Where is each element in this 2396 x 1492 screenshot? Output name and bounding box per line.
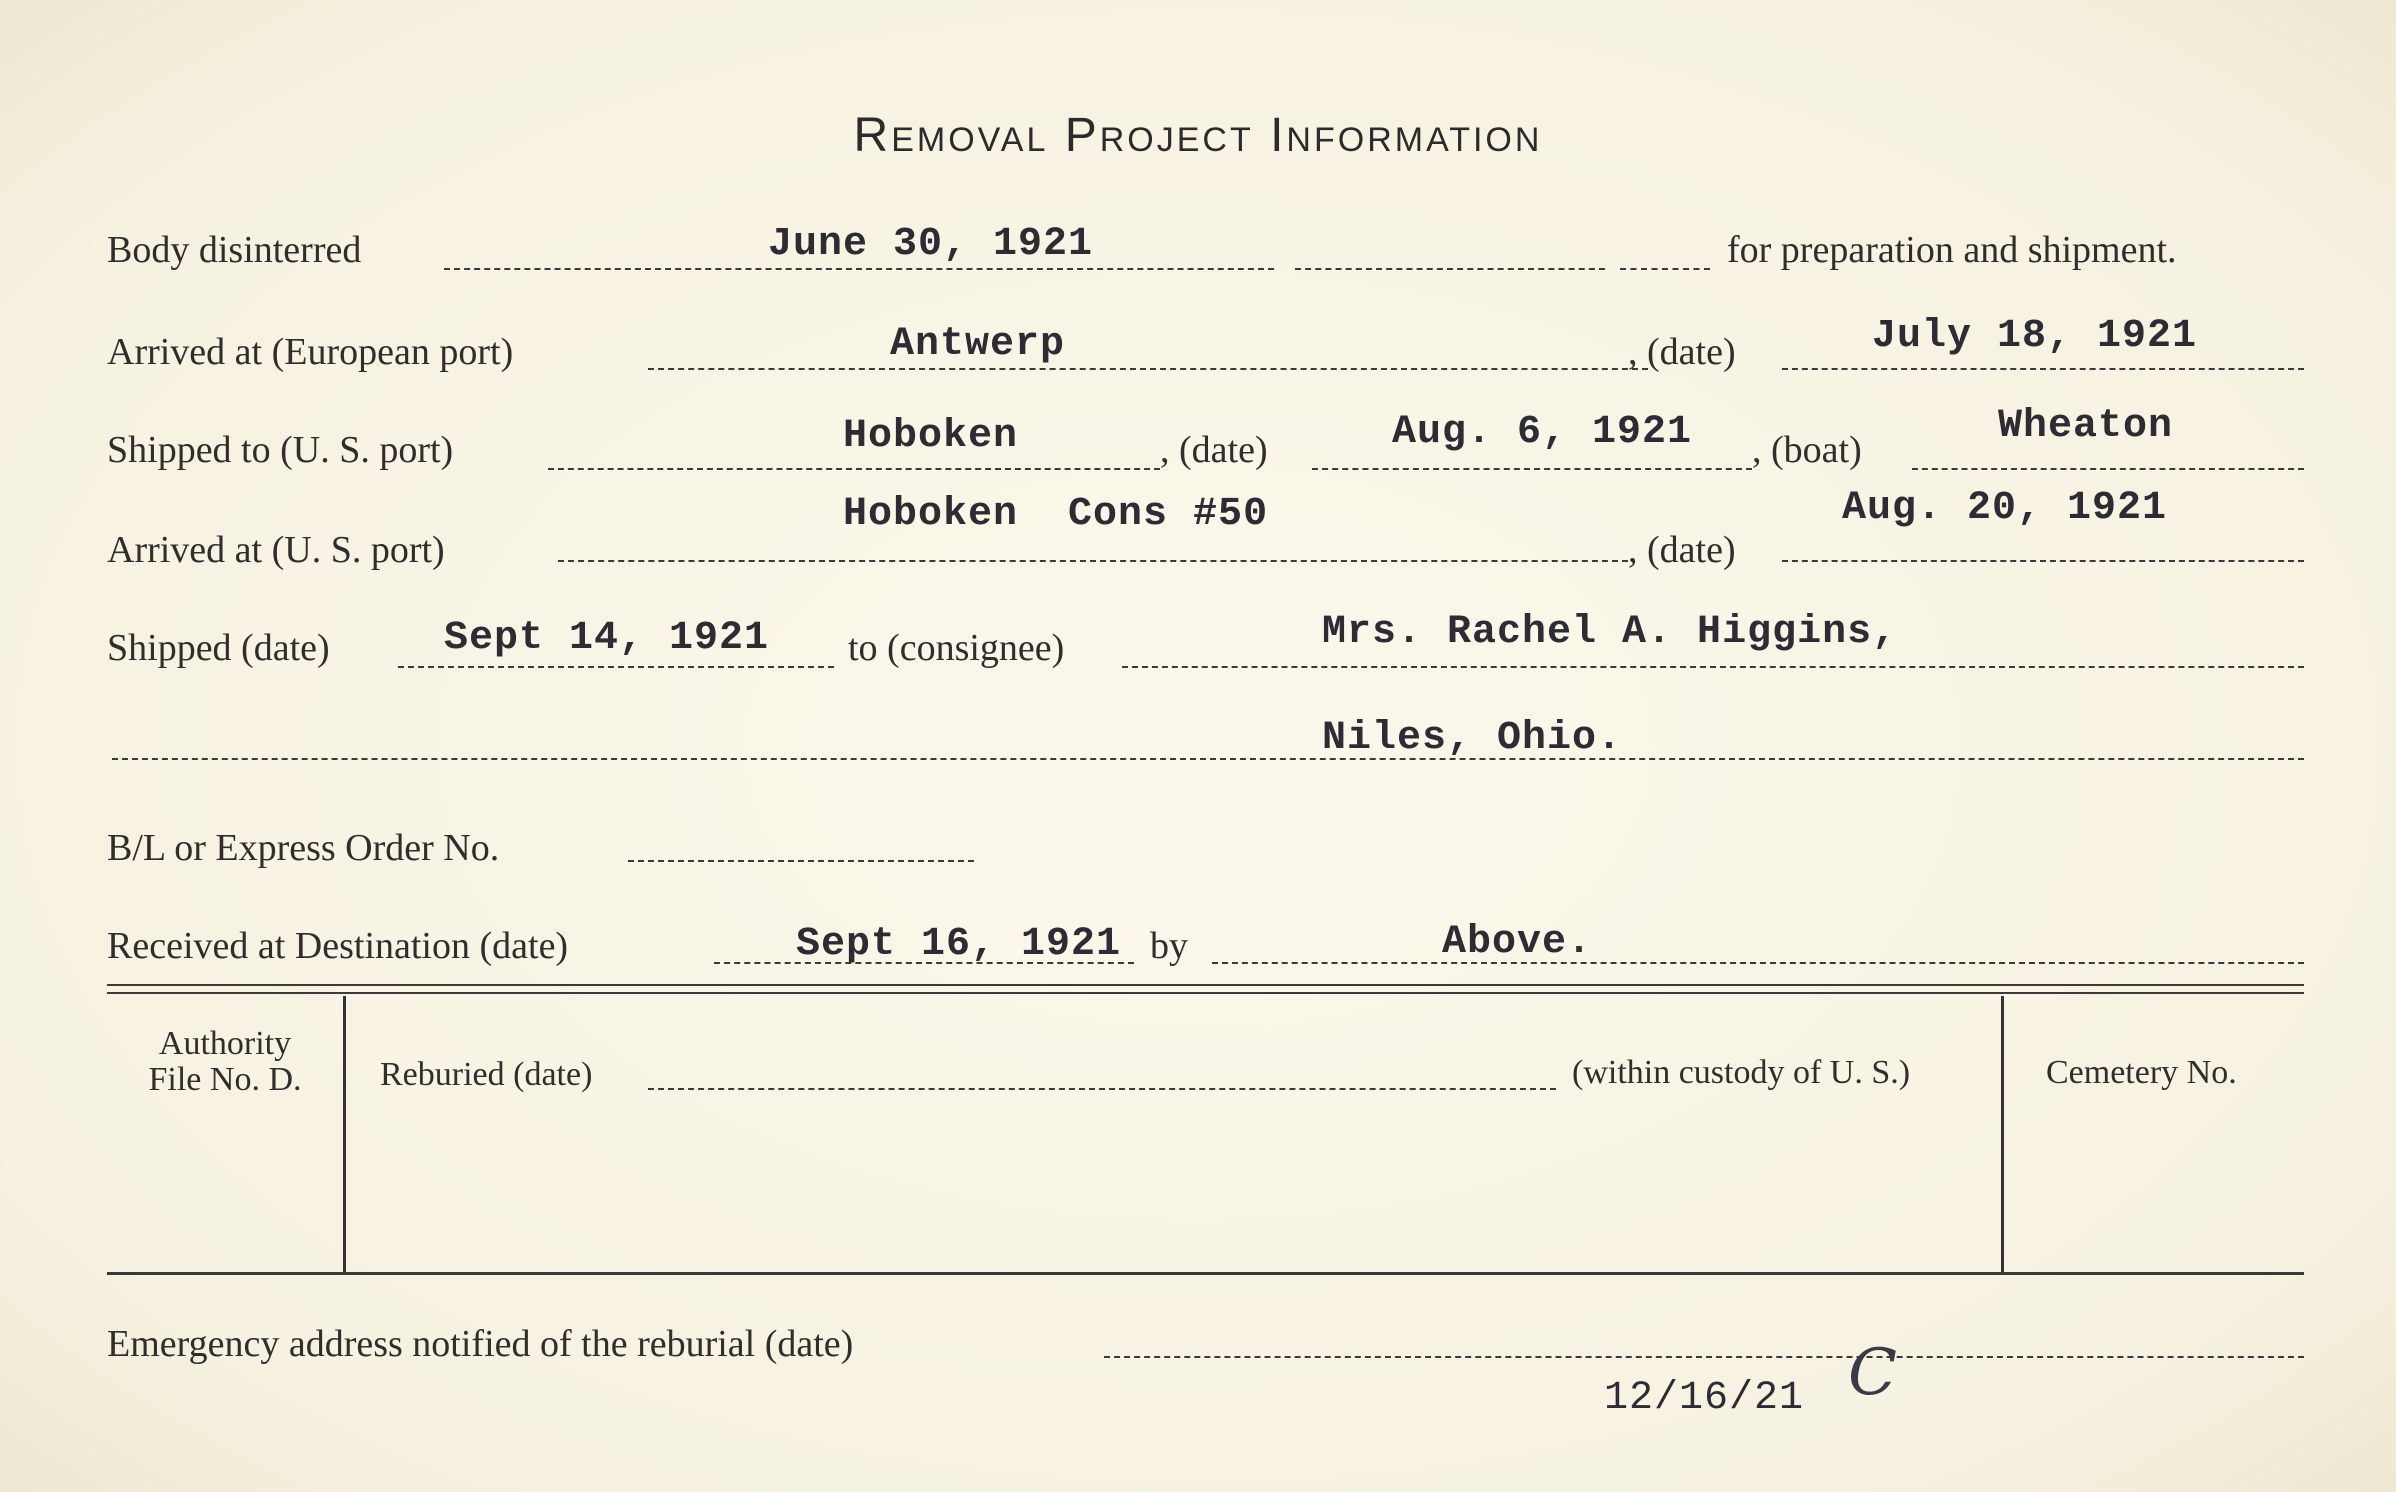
shipped-us-line [548,468,1160,470]
row-arrived-european [0,314,2396,402]
bl-order-line [628,860,974,862]
row-consignee-address [0,716,2396,800]
bl-order-label: B/L or Express Order No. [107,827,500,869]
reburied-line [648,1088,1556,1090]
body-disinterred-value: June 30, 1921 [768,222,1094,267]
shipped-us-date-label: , (date) [1160,429,1268,471]
row-body-disinterred [0,222,2396,302]
divider-top-2 [107,992,2304,994]
table-divider-left [343,996,346,1272]
consignee-label: to (consignee) [848,627,1065,669]
divider-top-1 [107,984,2304,986]
arrived-us-date-line [1782,560,2304,562]
arrived-us-date: Aug. 20, 1921 [1842,486,2168,531]
authority-cell [107,1026,343,1098]
cemetery-label: Cemetery No. [2046,1054,2237,1091]
table-divider-right [2001,996,2004,1272]
shipped-us-date-line [1312,468,1752,470]
body-disinterred-line-2 [1295,268,1605,270]
arrived-us-value: Hoboken Cons #50 [843,492,1269,537]
row-shipped-date [0,610,2396,700]
body-disinterred-line-3 [1620,268,1710,270]
custody-label: (within custody of U. S.) [1572,1054,1911,1091]
received-by-line [1212,962,2304,964]
divider-bottom [107,1272,2304,1275]
shipped-date-label: Shipped (date) [107,627,330,669]
row-arrived-us [0,486,2396,602]
shipped-us-label: Shipped to (U. S. port) [107,429,454,471]
shipped-us-value: Hoboken [843,414,1019,459]
authority-line2: File No. D. [148,1061,302,1098]
arrived-european-date-label: , (date) [1628,331,1736,373]
arrived-european-value: Antwerp [890,322,1066,367]
authority-line1: Authority [158,1025,292,1062]
row-received [0,918,2396,998]
arrived-us-label: Arrived at (U. S. port) [107,529,445,571]
received-by-value: Above. [1442,920,1593,965]
body-disinterred-line [444,268,1274,270]
consignee-address-line [112,758,2304,760]
arrived-european-line [648,368,1648,370]
body-disinterred-suffix: for preparation and shipment. [1727,229,2177,271]
shipped-us-boat-label: , (boat) [1752,429,1862,471]
arrived-european-date: July 18, 1921 [1872,314,2198,359]
received-value: Sept 16, 1921 [796,922,1122,967]
received-label: Received at Destination (date) [107,925,569,967]
body-disinterred-label: Body disinterred [107,229,362,271]
shipped-date-line [398,666,834,668]
reburied-label: Reburied (date) [380,1056,593,1093]
shipped-date-value: Sept 14, 1921 [444,616,770,661]
emergency-value: 12/16/21 [1604,1376,1805,1421]
consignee-address-value: Niles, Ohio. [1322,716,1623,761]
card-title: Removal Project Information [853,109,1543,162]
row-bl-order [0,820,2396,900]
shipped-us-boat: Wheaton [1998,404,2174,449]
arrived-european-date-line [1782,368,2304,370]
consignee-line [1122,666,2304,668]
arrived-us-line [558,560,1628,562]
shipped-us-date: Aug. 6, 1921 [1392,410,1693,455]
arrived-european-label: Arrived at (European port) [107,331,514,373]
handwritten-initial: C [1848,1336,1897,1410]
shipped-us-boat-line [1912,468,2304,470]
arrived-us-date-label: , (date) [1628,529,1736,571]
consignee-value: Mrs. Rachel A. Higgins, [1322,610,1898,655]
emergency-line [1104,1356,2304,1358]
received-by-label: by [1150,925,1188,967]
emergency-label: Emergency address notified of the reburial (date) [107,1323,854,1365]
